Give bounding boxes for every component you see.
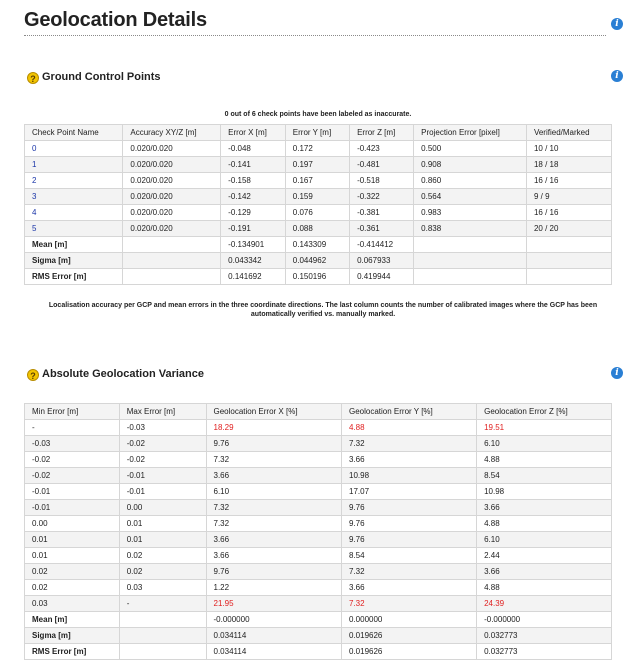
table-cell bbox=[526, 269, 611, 285]
page-title: Geolocation Details bbox=[24, 9, 207, 31]
table-cell: 0.019626 bbox=[342, 628, 477, 644]
table-cell: -0.134901 bbox=[221, 237, 286, 253]
table-cell: 0.044962 bbox=[285, 253, 349, 269]
table-row bbox=[25, 173, 612, 189]
table-row bbox=[25, 205, 612, 221]
table-cell: 19.51 bbox=[477, 420, 612, 436]
table-cell: 24.39 bbox=[477, 596, 612, 612]
table-cell: 0.02 bbox=[25, 580, 120, 596]
table-cell: 10.98 bbox=[477, 484, 612, 500]
check-point-link[interactable]: 0 bbox=[25, 141, 123, 157]
table-cell: 0.02 bbox=[119, 548, 206, 564]
stat-label: Mean [m] bbox=[25, 612, 120, 628]
table-cell: 0.00 bbox=[25, 516, 120, 532]
table-cell: 3.66 bbox=[206, 468, 342, 484]
table-cell: 0.020/0.020 bbox=[123, 205, 221, 221]
table-cell: -0.01 bbox=[119, 468, 206, 484]
table-cell: 10.98 bbox=[342, 468, 477, 484]
table-cell: 3.66 bbox=[206, 548, 342, 564]
table-cell: 0.500 bbox=[414, 141, 527, 157]
column-header: Error Z [m] bbox=[350, 125, 414, 141]
table-cell: 0.419944 bbox=[350, 269, 414, 285]
info-icon[interactable]: i bbox=[611, 70, 623, 82]
table-row bbox=[25, 580, 612, 596]
column-header: Accuracy XY/Z [m] bbox=[123, 125, 221, 141]
table-cell: -0.142 bbox=[221, 189, 286, 205]
table-cell: 0.564 bbox=[414, 189, 527, 205]
table-cell: 3.66 bbox=[206, 532, 342, 548]
table-cell: -0.02 bbox=[119, 436, 206, 452]
variance-section-title bbox=[27, 368, 204, 381]
table-cell: 6.10 bbox=[477, 532, 612, 548]
table-cell: 3.66 bbox=[342, 580, 477, 596]
gcp-table bbox=[24, 124, 612, 285]
table-cell bbox=[414, 269, 527, 285]
table-cell: 9.76 bbox=[342, 500, 477, 516]
table-cell: 3.66 bbox=[342, 452, 477, 468]
table-cell: -0.361 bbox=[350, 221, 414, 237]
check-point-link[interactable]: 2 bbox=[25, 173, 123, 189]
table-cell bbox=[526, 237, 611, 253]
table-cell: 0.02 bbox=[25, 564, 120, 580]
table-cell: 4.88 bbox=[477, 516, 612, 532]
table-cell: 0.167 bbox=[285, 173, 349, 189]
table-cell: 6.10 bbox=[477, 436, 612, 452]
stats-row bbox=[25, 628, 612, 644]
table-row bbox=[25, 484, 612, 500]
table-cell: 3.66 bbox=[477, 500, 612, 516]
table-cell: -0.048 bbox=[221, 141, 286, 157]
table-cell: 0.020/0.020 bbox=[123, 157, 221, 173]
stat-label: Sigma [m] bbox=[25, 628, 120, 644]
table-cell: 0.02 bbox=[119, 564, 206, 580]
table-cell: -0.481 bbox=[350, 157, 414, 173]
table-cell: 0.088 bbox=[285, 221, 349, 237]
table-cell: 0.141692 bbox=[221, 269, 286, 285]
table-cell: 0.143309 bbox=[285, 237, 349, 253]
table-cell: 7.32 bbox=[206, 500, 342, 516]
table-row bbox=[25, 141, 612, 157]
table-cell: -0.381 bbox=[350, 205, 414, 221]
table-cell: 0.034114 bbox=[206, 628, 342, 644]
info-icon[interactable]: i bbox=[611, 18, 623, 30]
table-cell bbox=[119, 612, 206, 628]
table-cell: 0.03 bbox=[25, 596, 120, 612]
table-cell: 21.95 bbox=[206, 596, 342, 612]
table-cell: -0.01 bbox=[25, 500, 120, 516]
table-cell: 16 / 16 bbox=[526, 205, 611, 221]
column-header: Geolocation Error X [%] bbox=[206, 404, 342, 420]
variance-table bbox=[24, 403, 612, 660]
table-cell: 9 / 9 bbox=[526, 189, 611, 205]
gcp-title-text: Ground Control Points bbox=[42, 71, 161, 83]
table-cell: 0.076 bbox=[285, 205, 349, 221]
table-row bbox=[25, 468, 612, 484]
table-cell: 16 / 16 bbox=[526, 173, 611, 189]
stats-row bbox=[25, 253, 612, 269]
table-cell: 9.76 bbox=[342, 532, 477, 548]
table-row bbox=[25, 420, 612, 436]
table-cell: 9.76 bbox=[206, 564, 342, 580]
table-cell: 9.76 bbox=[206, 436, 342, 452]
table-cell bbox=[414, 237, 527, 253]
variance-header-row bbox=[25, 404, 612, 420]
column-header: Check Point Name bbox=[25, 125, 123, 141]
table-cell bbox=[123, 237, 221, 253]
column-header: Max Error [m] bbox=[119, 404, 206, 420]
column-header: Min Error [m] bbox=[25, 404, 120, 420]
stat-label: RMS Error [m] bbox=[25, 269, 123, 285]
gcp-header-row bbox=[25, 125, 612, 141]
table-cell: 4.88 bbox=[477, 452, 612, 468]
check-point-link[interactable]: 4 bbox=[25, 205, 123, 221]
table-row bbox=[25, 221, 612, 237]
table-cell: 0.034114 bbox=[206, 644, 342, 660]
table-row bbox=[25, 532, 612, 548]
table-cell: 0.01 bbox=[119, 532, 206, 548]
table-cell: 7.32 bbox=[206, 452, 342, 468]
table-cell: 0.908 bbox=[414, 157, 527, 173]
table-cell: 0.159 bbox=[285, 189, 349, 205]
table-cell: -0.01 bbox=[119, 484, 206, 500]
stats-row bbox=[25, 237, 612, 253]
table-cell bbox=[119, 628, 206, 644]
table-cell: 0.020/0.020 bbox=[123, 221, 221, 237]
table-cell: 0.03 bbox=[119, 580, 206, 596]
table-cell: 6.10 bbox=[206, 484, 342, 500]
table-cell: 7.32 bbox=[342, 564, 477, 580]
column-header: Geolocation Error Z [%] bbox=[477, 404, 612, 420]
stat-label: Sigma [m] bbox=[25, 253, 123, 269]
check-point-link[interactable]: 1 bbox=[25, 157, 123, 173]
table-cell bbox=[123, 253, 221, 269]
table-cell: - bbox=[119, 596, 206, 612]
table-cell: 4.88 bbox=[477, 580, 612, 596]
table-row bbox=[25, 596, 612, 612]
table-cell: -0.000000 bbox=[477, 612, 612, 628]
gcp-footnote: Localisation accuracy per GCP and mean errors in the three coordinate directions. The last column counts the number of calibrated images where the GCP has been automatically verified vs. manually marked. bbox=[48, 302, 598, 318]
table-cell: -0.01 bbox=[25, 484, 120, 500]
table-row bbox=[25, 452, 612, 468]
table-cell: 0.983 bbox=[414, 205, 527, 221]
table-cell: -0.191 bbox=[221, 221, 286, 237]
table-row bbox=[25, 157, 612, 173]
table-cell bbox=[123, 269, 221, 285]
table-cell: -0.141 bbox=[221, 157, 286, 173]
stat-label: Mean [m] bbox=[25, 237, 123, 253]
table-cell: -0.03 bbox=[119, 420, 206, 436]
table-cell: 0.032773 bbox=[477, 628, 612, 644]
title-divider bbox=[24, 35, 606, 36]
gcp-section-title bbox=[27, 71, 161, 84]
check-point-link[interactable]: 3 bbox=[25, 189, 123, 205]
table-cell: 4.88 bbox=[342, 420, 477, 436]
table-cell: -0.518 bbox=[350, 173, 414, 189]
table-cell: 18 / 18 bbox=[526, 157, 611, 173]
check-point-link[interactable]: 5 bbox=[25, 221, 123, 237]
table-cell: 0.067933 bbox=[350, 253, 414, 269]
table-cell: - bbox=[25, 420, 120, 436]
table-cell: 0.150196 bbox=[285, 269, 349, 285]
table-cell: 0.020/0.020 bbox=[123, 173, 221, 189]
table-cell: -0.322 bbox=[350, 189, 414, 205]
table-cell: -0.02 bbox=[25, 452, 120, 468]
column-header: Error Y [m] bbox=[285, 125, 349, 141]
table-cell: 7.32 bbox=[342, 596, 477, 612]
column-header: Projection Error [pixel] bbox=[414, 125, 527, 141]
table-cell: 0.019626 bbox=[342, 644, 477, 660]
table-cell: -0.129 bbox=[221, 205, 286, 221]
table-cell bbox=[526, 253, 611, 269]
table-cell: 0.01 bbox=[119, 516, 206, 532]
table-row bbox=[25, 564, 612, 580]
table-cell bbox=[119, 644, 206, 660]
table-cell: 0.020/0.020 bbox=[123, 141, 221, 157]
table-cell: 0.032773 bbox=[477, 644, 612, 660]
table-cell: 7.32 bbox=[342, 436, 477, 452]
table-cell: 7.32 bbox=[206, 516, 342, 532]
table-cell: 0.172 bbox=[285, 141, 349, 157]
stats-row bbox=[25, 269, 612, 285]
table-cell: 3.66 bbox=[477, 564, 612, 580]
gcp-caption: 0 out of 6 check points have been labeled as inaccurate. bbox=[224, 111, 412, 118]
table-cell: 17.07 bbox=[342, 484, 477, 500]
table-cell bbox=[414, 253, 527, 269]
table-cell: -0.000000 bbox=[206, 612, 342, 628]
stats-row bbox=[25, 612, 612, 628]
column-header: Verified/Marked bbox=[526, 125, 611, 141]
table-row bbox=[25, 516, 612, 532]
table-cell: -0.03 bbox=[25, 436, 120, 452]
table-cell: 2.44 bbox=[477, 548, 612, 564]
table-cell: 0.00 bbox=[119, 500, 206, 516]
table-cell: 0.838 bbox=[414, 221, 527, 237]
question-icon[interactable]: ? bbox=[27, 369, 39, 381]
table-cell: 0.01 bbox=[25, 532, 120, 548]
table-row bbox=[25, 189, 612, 205]
question-icon[interactable]: ? bbox=[27, 72, 39, 84]
table-cell: 0.020/0.020 bbox=[123, 189, 221, 205]
table-row bbox=[25, 436, 612, 452]
table-row bbox=[25, 548, 612, 564]
table-row bbox=[25, 500, 612, 516]
table-cell: -0.158 bbox=[221, 173, 286, 189]
table-cell: 0.000000 bbox=[342, 612, 477, 628]
table-cell: 0.01 bbox=[25, 548, 120, 564]
column-header: Geolocation Error Y [%] bbox=[342, 404, 477, 420]
table-cell: 10 / 10 bbox=[526, 141, 611, 157]
table-cell: -0.02 bbox=[119, 452, 206, 468]
stats-row bbox=[25, 644, 612, 660]
table-cell: -0.414412 bbox=[350, 237, 414, 253]
info-icon[interactable]: i bbox=[611, 367, 623, 379]
table-cell: 20 / 20 bbox=[526, 221, 611, 237]
table-cell: 0.043342 bbox=[221, 253, 286, 269]
table-cell: 0.860 bbox=[414, 173, 527, 189]
table-cell: 18.29 bbox=[206, 420, 342, 436]
column-header: Error X [m] bbox=[221, 125, 286, 141]
table-cell: 1.22 bbox=[206, 580, 342, 596]
variance-title-text: Absolute Geolocation Variance bbox=[42, 368, 204, 380]
table-cell: 8.54 bbox=[477, 468, 612, 484]
table-cell: 8.54 bbox=[342, 548, 477, 564]
table-cell: -0.423 bbox=[350, 141, 414, 157]
table-cell: 0.197 bbox=[285, 157, 349, 173]
table-cell: 9.76 bbox=[342, 516, 477, 532]
stat-label: RMS Error [m] bbox=[25, 644, 120, 660]
table-cell: -0.02 bbox=[25, 468, 120, 484]
